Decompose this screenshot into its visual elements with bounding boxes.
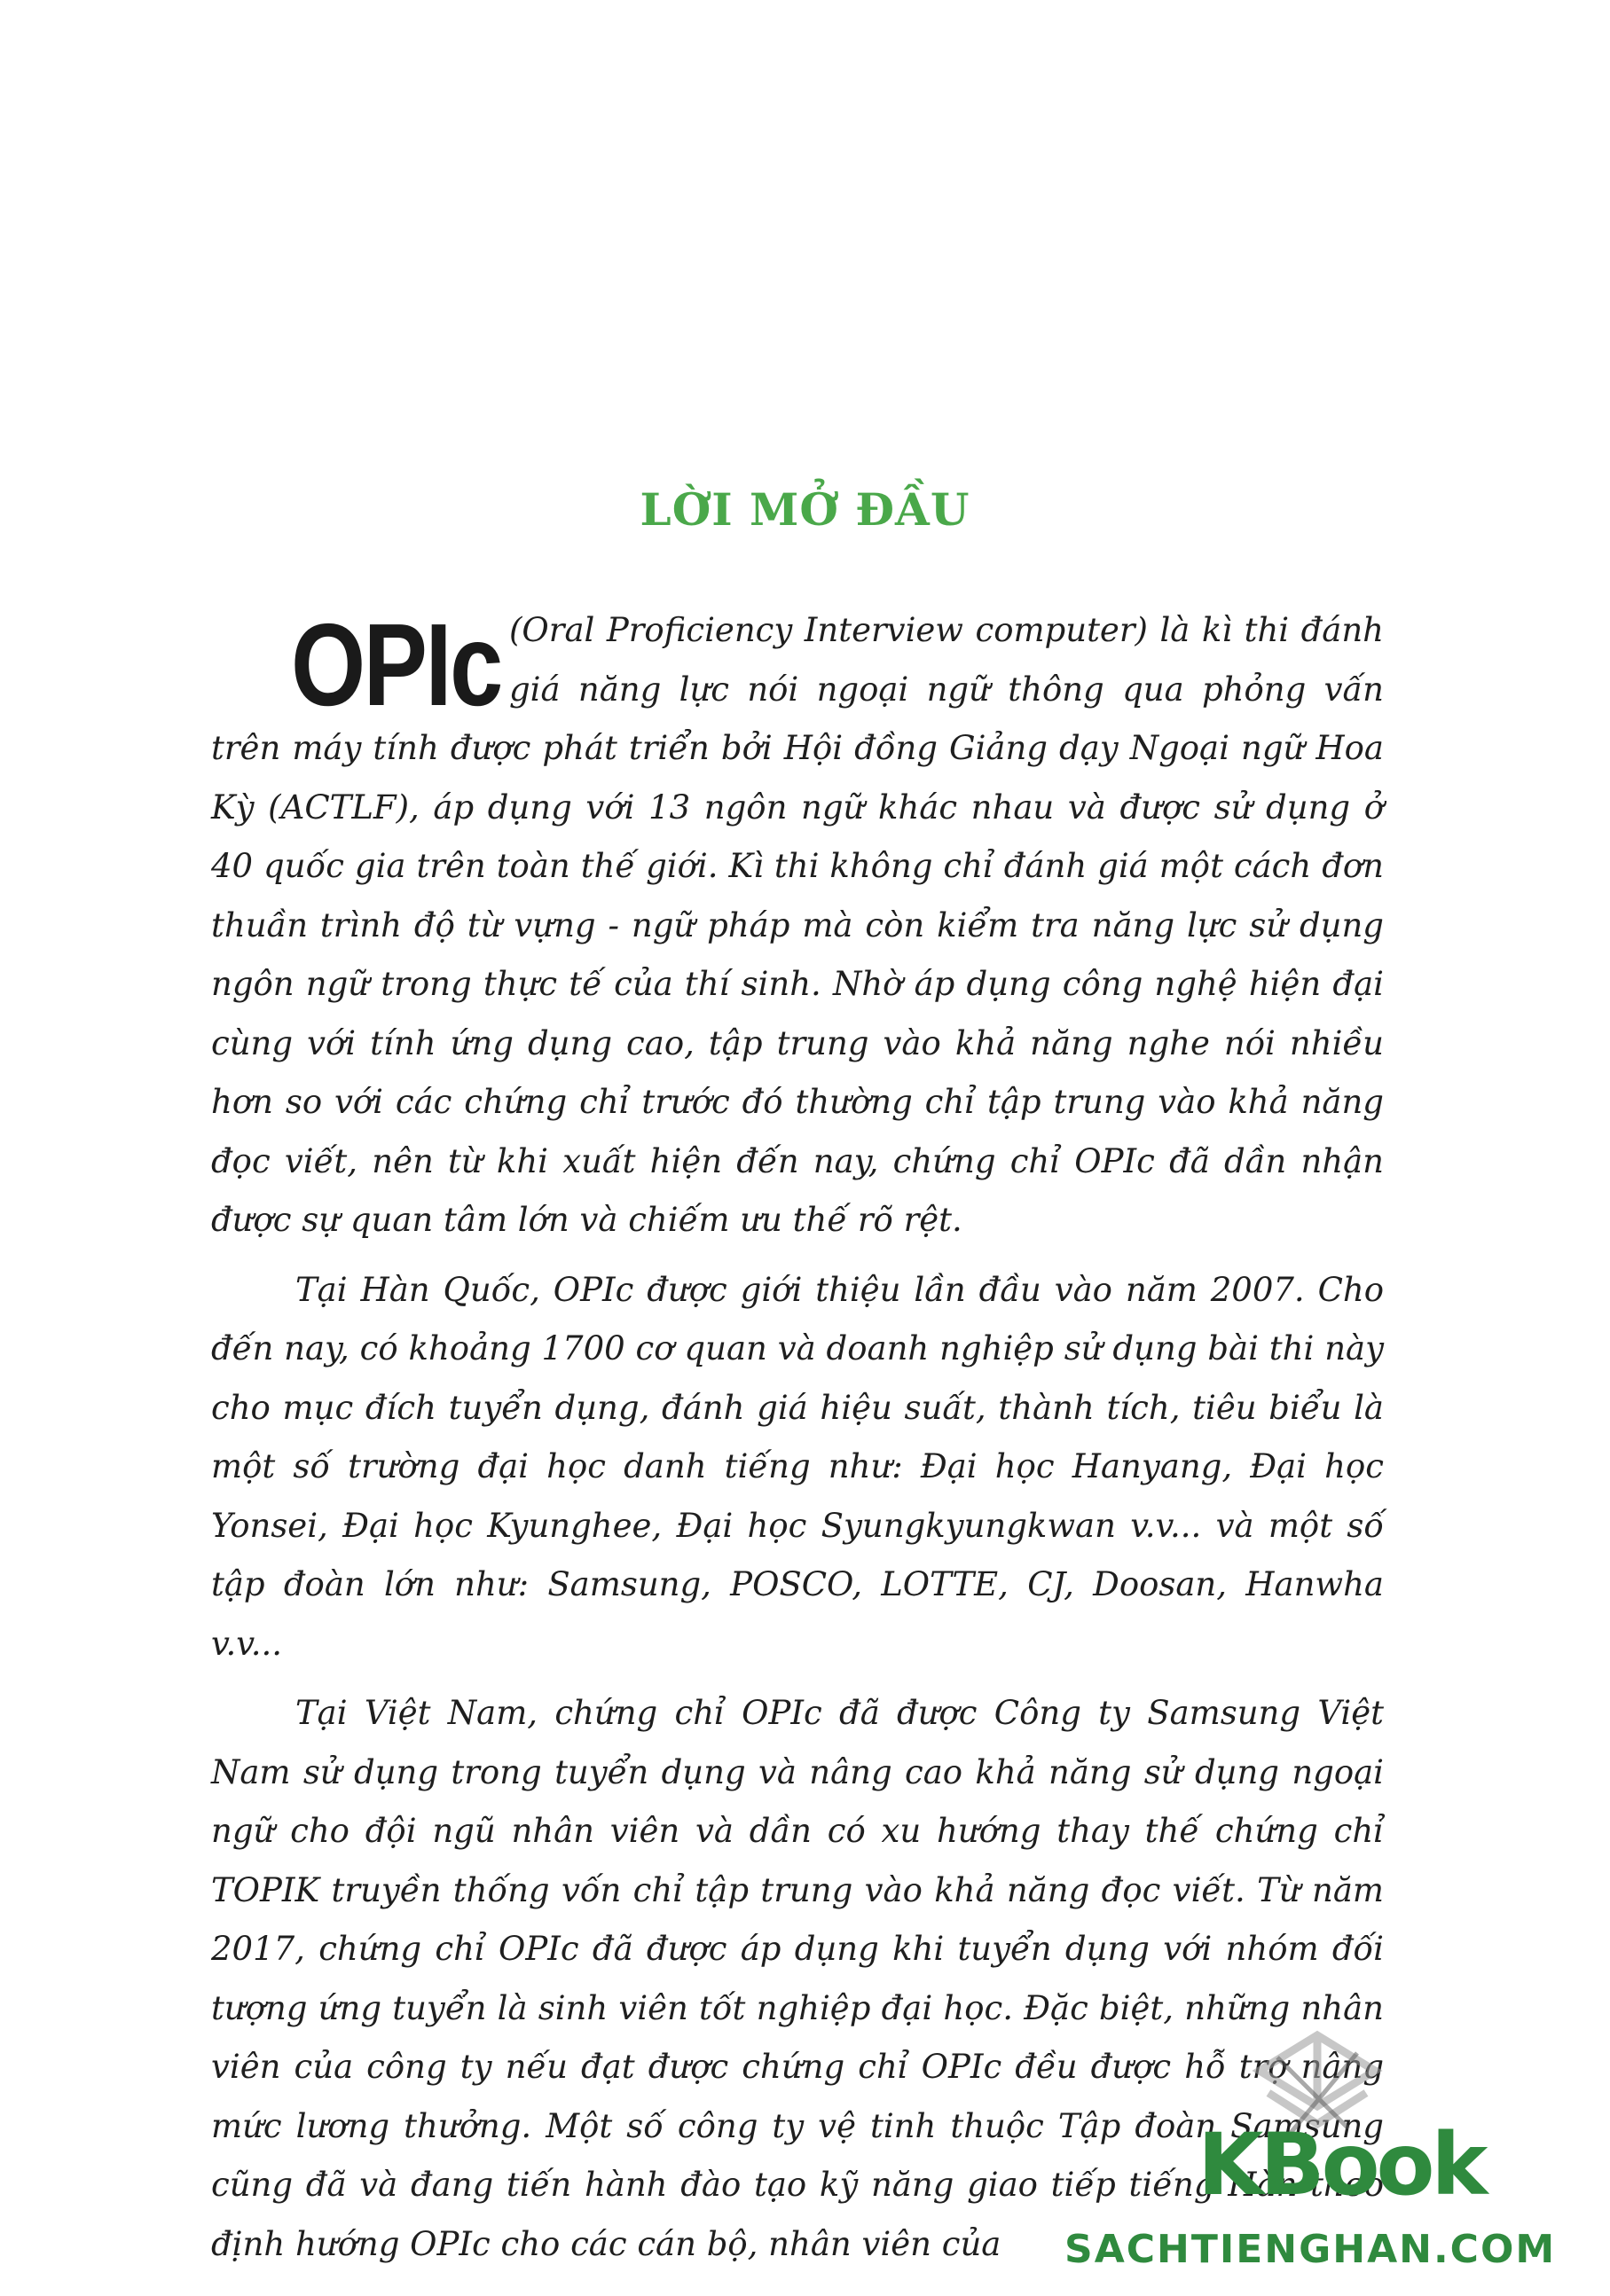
paragraph-1 <box>211 601 1384 1250</box>
paragraph-2: Tại Hàn Quốc, OPIc được giới thiệu lần đầu vào năm 2007. Cho đến nay, có khoảng 1700 cơ quan và doanh nghiệp sử dụng bài thi này cho mục đích tuyển dụng, đánh giá hiệu suất, thành tích, tiêu biểu là một số trường đại học danh tiếng như: Đại học Hanyang, Đại học Yonsei, Đại học Kyunghee, Đại học Syungkyungkwan v.v... và một số tập đoàn lớn như: Samsung, POSCO, LOTTE, CJ, Doosan, Hanwha v.v... <box>211 1270 1384 1663</box>
watermark <box>1047 2018 1597 2284</box>
page-title: LỜI MỞ ĐẦU <box>640 483 970 536</box>
paragraph-3: Tại Việt Nam, chứng chỉ OPIc đã được Công ty Samsung Việt Nam sử dụng trong tuyển dụng và nâng cao khả năng sử dụng ngoại ngữ cho đội ngũ nhân viên và dần có xu hướng thay thế chứng chỉ TOPIK truyền thống vốn chỉ tập trung vào khả năng đọc viết. Từ năm 2017, chứng chỉ OPIc đã được áp dụng khi tuyển dụng với nhóm đối tượng ứng tuyển là sinh viên tốt nghiệp đại học. Đặc biệt, những nhân viên của công ty nếu đạt được chứng chỉ OPIc đều được hỗ trợ nâng mức lương thưởng. Một số công ty vệ tinh thuộc Tập đoàn Samsung cũng đã và đang tiến hành đào tạo kỹ năng giao tiếp tiếng Hàn theo định hướng OPIc cho các cán bộ, nhân viên của <box>211 1694 1384 2263</box>
watermark-brand: KBook <box>1198 2115 1485 2214</box>
watermark-domain: SACHTIENGHAN.COM <box>1064 2227 1557 2272</box>
paragraph-1-text: (Oral Proficiency Interview computer) là kì thi đánh giá năng lực nói ngoại ngữ thông qua phỏng vấn trên máy tính được phát triển bởi Hội đồng Giảng dạy Ngoại ngữ Hoa Kỳ (ACTLF), áp dụng với 13 ngôn ngữ khác nhau và được sử dụng ở 40 quốc gia trên toàn thế giới. Kì thi không chỉ đánh giá một cách đơn thuần trình độ từ vựng - ngữ pháp mà còn kiểm tra năng lực sử dụng ngôn ngữ trong thực tế của thí sinh. Nhờ áp dụng công nghệ hiện đại cùng với tính ứng dụng cao, tập trung vào khả năng nghe nói nhiều hơn so với các chứng chỉ trước đó thường chỉ tập trung vào khả năng đọc viết, nên từ khi xuất hiện đến nay, chứng chỉ OPIc đã dần nhận được sự quan tâm lớn và chiếm ưu thế rõ rệt. <box>211 611 1384 1239</box>
dropcap-title: OPIc <box>291 599 501 730</box>
